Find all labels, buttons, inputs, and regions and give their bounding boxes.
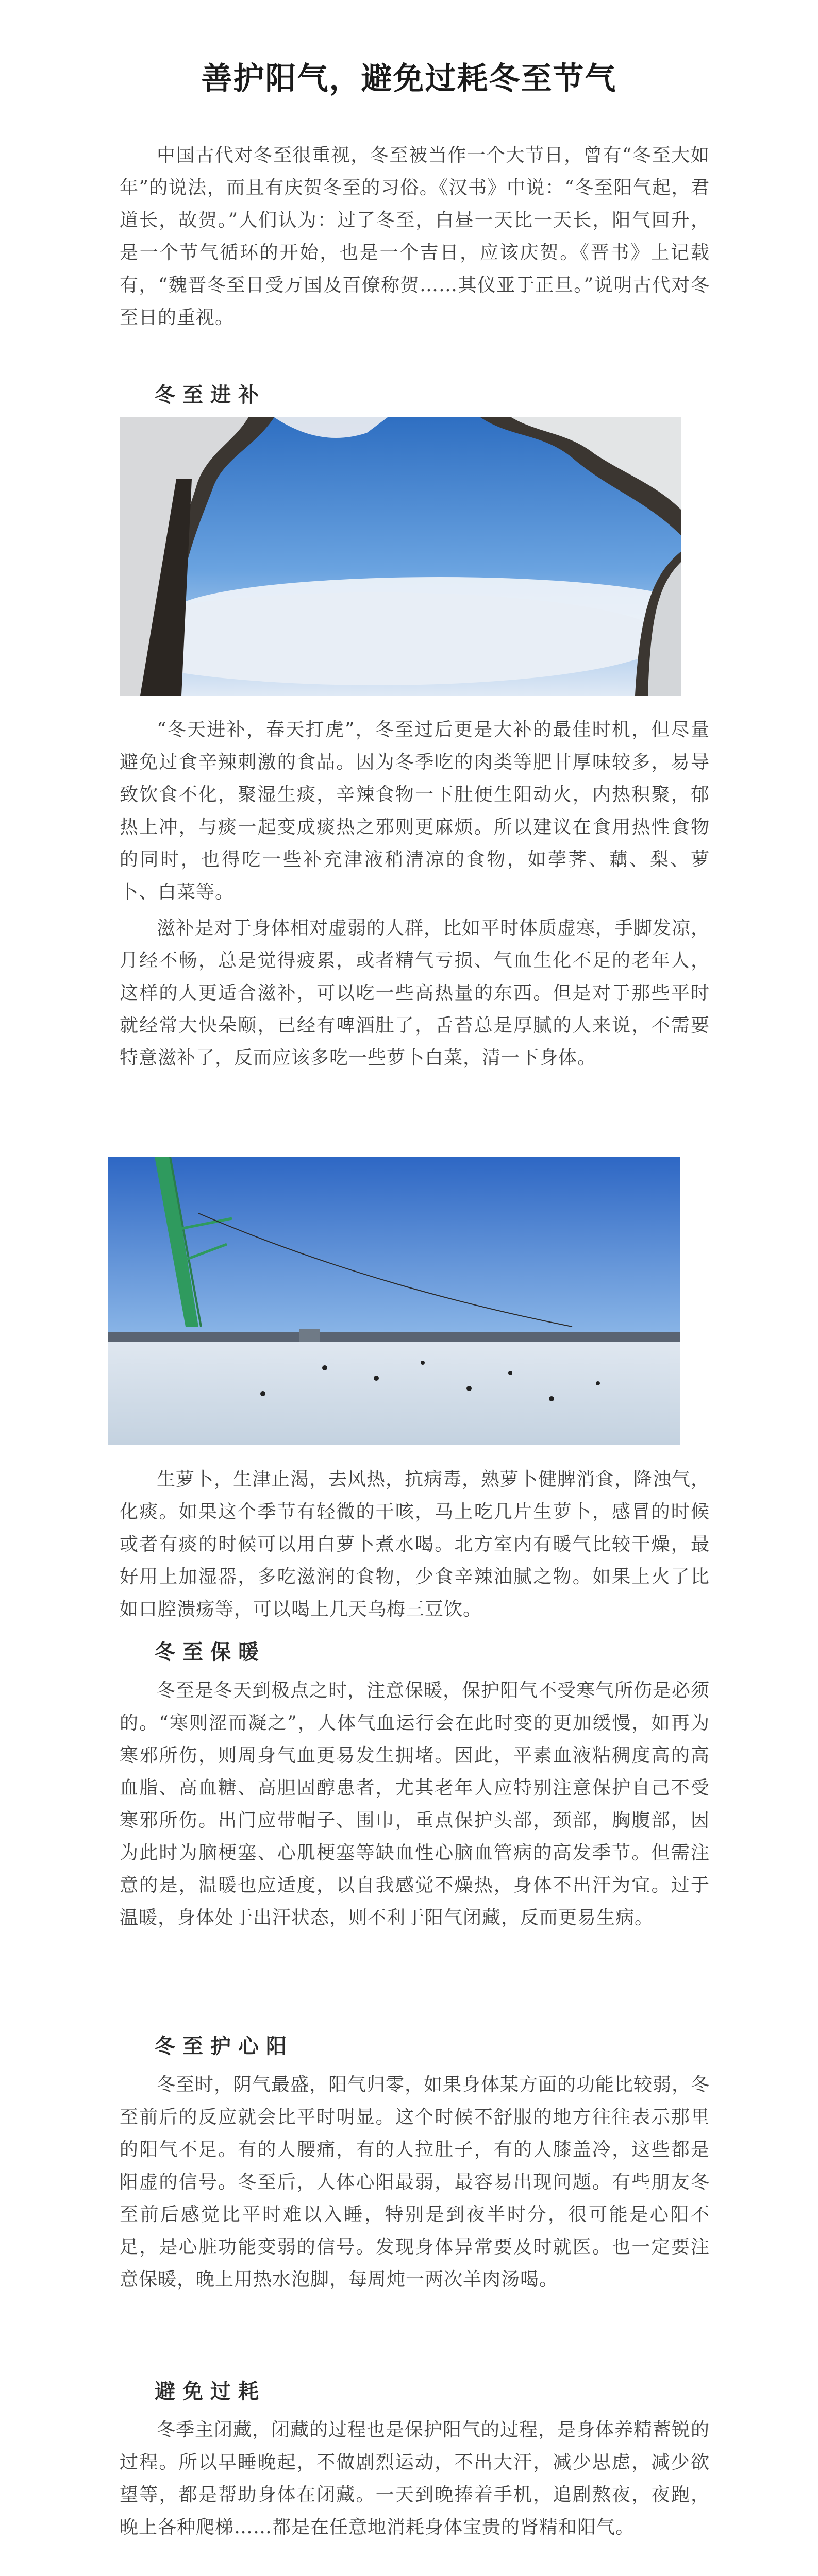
intro-paragraph: 中国古代对冬至很重视，冬至被当作一个大节日，曾有“冬至大如年”的说法，而且有庆贺冬至的习俗。《汉书》中说：“冬至阳气起，君道长，故贺。”人们认为：过了冬至，白昼一天比一天长，阳气回升，是一个节气循环的开始，也是一个吉日，应该庆贺。《晋书》上记载有，“魏晋冬至日受万国及百僚称贺……其仪亚于正旦。”说明古代对冬至日的重视。 xyxy=(120,145,710,328)
frozen-lake-photo xyxy=(108,1157,680,1445)
snow-tree-photo xyxy=(120,417,681,696)
section-heading-keep-warm: 冬至保暖 xyxy=(155,1640,266,1664)
winter-tonic-paragraph-2: 滋补是对于身体相对虚弱的人群，比如平时体质虚寒，手脚发凉，月经不畅，总是觉得疲累，或者精气亏损、气血生化不足的老年人，这样的人更适合滋补，可以吃一些高热量的东西。但是对于那些平时就经常大快朵颐，已经有啤酒肚了，舌苔总是厚腻的人来说，不需要特意滋补了，反而应该多吃一些萝卜白菜，清一下身体。 xyxy=(120,918,710,1069)
protect-heart-yang-paragraph: 冬至时，阴气最盛，阳气归零，如果身体某方面的功能比较弱，冬至前后的反应就会比平时明显。这个时候不舒服的地方往往表示那里的阳气不足。有的人腰痛，有的人拉肚子，有的人膝盖冷，这些都是阳虚的信号。冬至后，人体心阳最弱，最容易出现问题。有些朋友冬至前后感觉比平时难以入睡，特别是到夜半时分，很可能是心阳不足，是心脏功能变弱的信号。发现身体异常要及时就医。也一定要注意保暖，晚上用热水泡脚，每周炖一两次羊肉汤喝。 xyxy=(120,2074,710,2290)
winter-tonic-paragraph-3: 生萝卜，生津止渴，去风热，抗病毒，熟萝卜健脾消食，降浊气，化痰。如果这个季节有轻微的干咳，马上吃几片生萝卜，感冒的时候或者有痰的时候可以用白萝卜煮水喝。北方室内有暖气比较干燥，最好用上加湿器，多吃滋润的食物，少食辛辣油腻之物。如果上火了比如口腔溃疡等，可以喝上几天乌梅三豆饮。 xyxy=(120,1469,710,1620)
keep-warm-paragraph: 冬至是冬天到极点之时，注意保暖，保护阳气不受寒气所伤是必须的。“寒则涩而凝之”，人体气血运行会在此时变的更加缓慢，如再为寒邪所伤，则周身气血更易发生拥堵。因此，平素血液粘稠度高的高血脂、高血糖、高胆固醇患者，尤其老年人应特别注意保护自己不受寒邪所伤。出门应带帽子、围巾，重点保护头部，颈部，胸腹部，因为此时为脑梗塞、心肌梗塞等缺血性心脑血管病的高发季节。但需注意的是，温暖也应适度，以自我感觉不燥热，身体不出汗为宜。过于温暖，身体处于出汗状态，则不利于阳气闭藏，反而更易生病。 xyxy=(120,1680,710,1928)
section-heading-protect-heart-yang: 冬至护心阳 xyxy=(155,2034,294,2058)
article-title: 善护阳气，避免过耗冬至节气 xyxy=(201,61,617,97)
winter-tonic-paragraph-1: “冬天进补，春天打虎”，冬至过后更是大补的最佳时机，但尽量避免过食辛辣刺激的食品。因为冬季吃的肉类等肥甘厚味较多，易导致饮食不化，聚湿生痰，辛辣食物一下肚便生阳动火，内热积聚，郁热上冲，与痰一起变成痰热之邪则更麻烦。所以建议在食用热性食物的同时，也得吃一些补充津液稍清凉的食物，如荸荠、藕、梨、萝卜、白菜等。 xyxy=(120,719,710,903)
section-heading-avoid-overconsumption: 避免过耗 xyxy=(155,2379,266,2403)
section-heading-winter-tonic: 冬至进补 xyxy=(155,383,266,407)
avoid-overconsumption-paragraph-1: 冬季主闭藏，闭藏的过程也是保护阳气的过程，是身体养精蓄锐的过程。所以早睡晚起，不做剧烈运动，不出大汗，减少思虑，减少欲望等，都是帮助身体在闭藏。一天到晚捧着手机，追剧熬夜，夜跑，晚上各种爬梯……都是在任意地消耗身体宝贵的肾精和阳气。 xyxy=(120,2419,710,2538)
